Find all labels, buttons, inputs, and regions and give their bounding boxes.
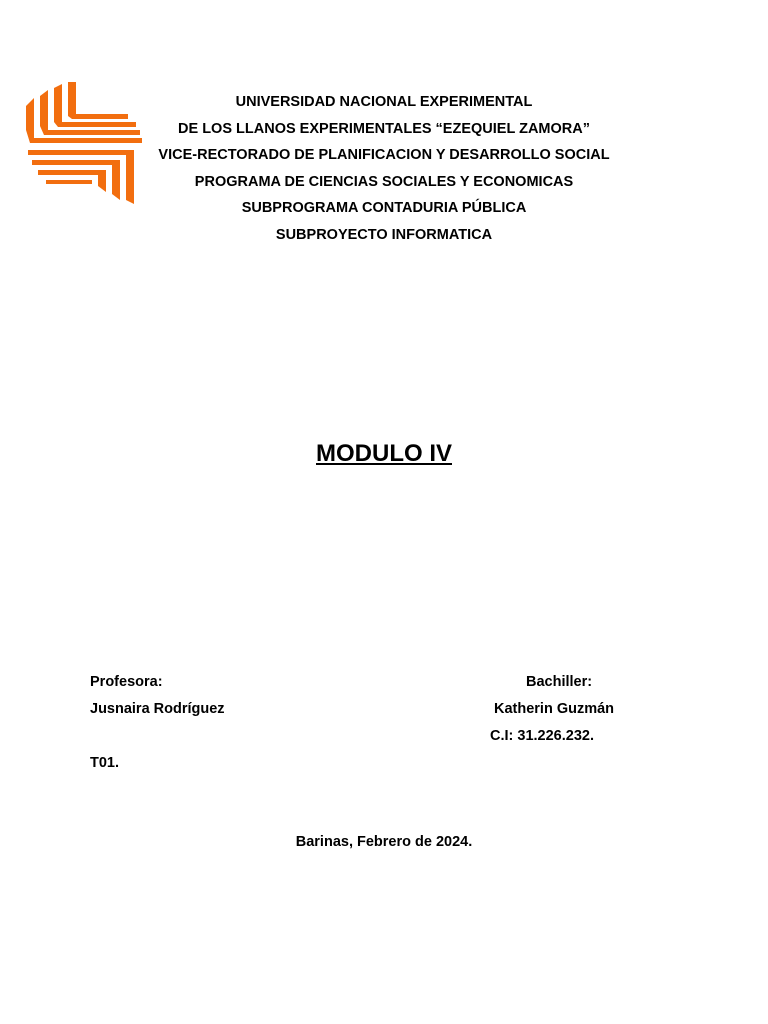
header-line-vice-rectorate: VICE-RECTORADO DE PLANIFICACION Y DESARROLLO SOCIAL (158, 147, 610, 164)
header-line-university: UNIVERSIDAD NACIONAL EXPERIMENTAL (235, 94, 533, 110)
document-title: MODULO IV (316, 440, 452, 467)
header-line-program: PROGRAMA DE CIENCIAS SOCIALES Y ECONOMICAS (194, 173, 574, 190)
header-line-full-name: DE LOS LLANOS EXPERIMENTALES “EZEQUIEL ZAMORA” (178, 120, 590, 137)
student-name: Katherin Guzmán (494, 701, 615, 717)
institution-header (0, 92, 768, 252)
header-line-subprogram: SUBPROGRAMA CONTADURIA PÚBLICA (241, 200, 527, 217)
section-code: T01. (90, 755, 120, 771)
place-date: Barinas, Febrero de 2024. (295, 834, 473, 850)
student-id: C.I: 31.226.232. (490, 728, 594, 744)
professor-name: Jusnaira Rodríguez (90, 701, 225, 717)
professor-label: Profesora: (90, 674, 163, 690)
student-label: Bachiller: (526, 674, 593, 690)
header-line-subproject: SUBPROYECTO INFORMATICA (275, 226, 493, 243)
